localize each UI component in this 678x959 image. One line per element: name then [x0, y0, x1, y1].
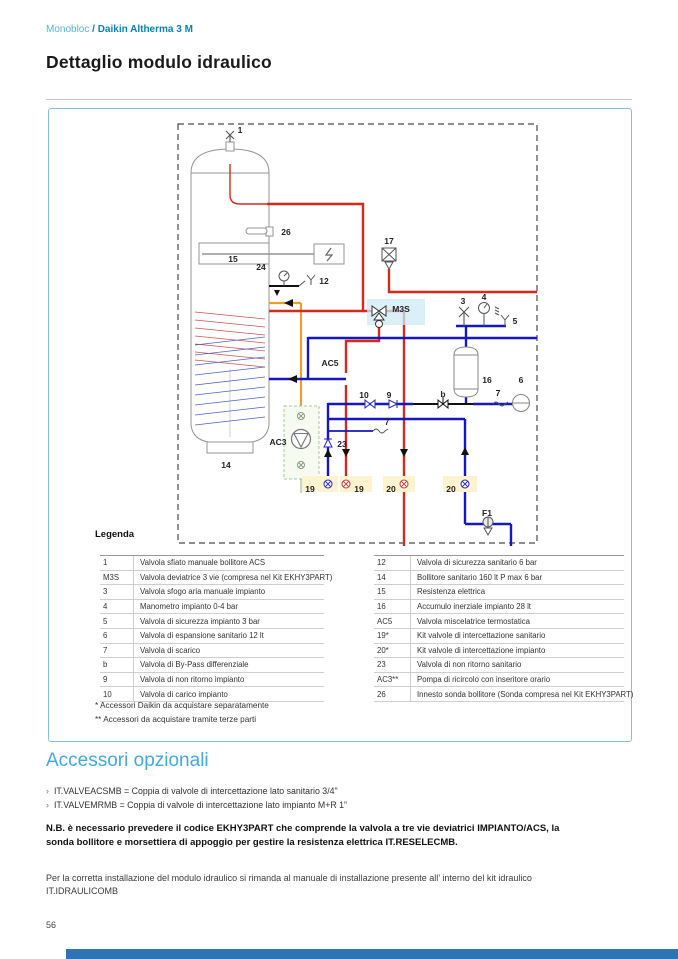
legend-description: Valvola di non ritorno sanitario — [417, 660, 522, 670]
breadcrumb-separator: / — [92, 24, 98, 35]
legend-row — [100, 644, 324, 659]
legend-row — [100, 571, 333, 586]
legend-row — [374, 658, 624, 673]
legend-title: Legenda — [95, 529, 135, 540]
diagram-label: 15 — [228, 254, 238, 264]
legend-code: 3 — [100, 585, 134, 599]
legend-code: 15 — [374, 585, 411, 599]
legend-table-right — [374, 555, 634, 702]
legend-description: Valvola sfogo aria manuale impianto — [140, 587, 266, 597]
legend-row — [374, 585, 624, 600]
legend-row — [100, 585, 324, 600]
legend-table-left — [100, 555, 333, 702]
legend-code: 12 — [374, 556, 411, 570]
legend-row — [374, 600, 624, 615]
legend-row — [100, 556, 324, 571]
legend-description: Kit valvole di intercettazione impianto — [417, 645, 546, 655]
legend-code: 23 — [374, 658, 411, 672]
legend-row — [100, 673, 324, 688]
diagram-label: M3S — [392, 304, 410, 314]
legend-description: Valvola di non ritorno impianto — [140, 675, 245, 685]
legend-description: Valvola deviatrice 3 vie (compresa nel Kit EKHY3PART) — [140, 572, 333, 582]
diagram-label: 7 — [495, 388, 501, 398]
legend-description: Valvola di sicurezza impianto 3 bar — [140, 616, 260, 626]
legend-description: Valvola di scarico — [140, 645, 201, 655]
legend-row — [374, 614, 624, 629]
legend-code: AC3** — [374, 673, 411, 687]
legend-description: Resistenza elettrica — [417, 587, 486, 597]
legend-code: 6 — [100, 629, 134, 643]
breadcrumb-model: Daikin Altherma 3 M — [97, 24, 193, 35]
footnote-daikin: * Accessori Daikin da acquistare separatamente — [95, 701, 269, 710]
legend-row — [374, 629, 624, 644]
diagram-label: 10 — [359, 390, 369, 400]
legend-code: 7 — [100, 644, 134, 658]
accessory-item-text: IT.VALVEACSMB = Coppia di valvole di intercettazione lato sanitario 3/4" — [53, 786, 338, 796]
diagram-label: 3 — [460, 296, 466, 306]
legend-row — [100, 614, 324, 629]
legend-code: M3S — [100, 571, 134, 585]
installation-note: Per la corretta installazione del modulo idraulico si rimanda al manuale di installazione presente all’ interno del kit idraulico IT.IDRAULICOMB — [46, 873, 532, 896]
diagram-label: b — [440, 389, 446, 399]
diagram-label: 20 — [386, 484, 396, 494]
legend-description: Bollitore sanitario 160 lt P max 6 bar — [417, 572, 543, 582]
diagram-label: 5 — [512, 316, 518, 326]
legend-code: b — [100, 658, 134, 672]
legend-description: Pompa di ricircolo con inseritore orario — [417, 675, 551, 685]
figure-frame — [48, 108, 632, 742]
legend-code: 4 — [100, 600, 134, 614]
diagram-label: AC3 — [269, 437, 287, 447]
legend-row — [374, 556, 624, 571]
diagram-label: 20 — [446, 484, 456, 494]
diagram-label: 26 — [281, 227, 291, 237]
legend-code: 14 — [374, 571, 411, 585]
accessory-item-text: IT.VALVEMRMB = Coppia di valvole di intercettazione lato impianto M+R 1” — [53, 800, 347, 810]
diagram-label: 7 — [384, 417, 390, 427]
page-title: Dettaglio modulo idraulico — [46, 52, 272, 72]
diagram-label: 1 — [237, 125, 243, 135]
legend-row — [100, 629, 324, 644]
legend-code: 5 — [100, 614, 134, 628]
title-divider — [46, 99, 632, 100]
legend-row — [100, 600, 324, 615]
diagram-label: 19 — [305, 484, 315, 494]
diagram-label: 6 — [518, 375, 524, 385]
legend-description: Accumulo inerziale impianto 28 lt — [417, 602, 531, 612]
diagram-label: 19 — [354, 484, 364, 494]
legend-description: Valvola di carico impianto — [140, 689, 228, 699]
diagram-label: 14 — [221, 460, 231, 470]
accessory-item — [46, 786, 338, 796]
accessories-heading: Accessori opzionali — [46, 750, 209, 771]
diagram-label: 9 — [386, 390, 392, 400]
accessory-item — [46, 800, 347, 810]
legend-row — [374, 687, 634, 702]
legend-description: Valvola di By-Pass differenziale — [140, 660, 249, 670]
legend-description: Valvola di sicurezza sanitario 6 bar — [417, 558, 537, 568]
legend-code: 20* — [374, 644, 411, 658]
diagram-label: AC5 — [321, 358, 339, 368]
legend-code: AC5 — [374, 614, 411, 628]
legend-code: 19* — [374, 629, 411, 643]
bullet-icon: › — [46, 800, 49, 810]
legend-row — [374, 673, 624, 688]
legend-code: 10 — [100, 687, 134, 701]
legend-description: Kit valvole di intercettazione sanitario — [417, 631, 546, 641]
diagram-label: 17 — [384, 236, 394, 246]
legend-row — [374, 571, 624, 586]
breadcrumb-section: Monobloc — [46, 24, 93, 35]
legend-description: Valvola sfiato manuale bollitore ACS — [140, 558, 266, 568]
footer-bar — [66, 949, 678, 959]
legend-description: Valvola di espansione sanitario 12 lt — [140, 631, 264, 641]
legend-code: 26 — [374, 687, 411, 701]
legend-description: Valvola miscelatrice termostatica — [417, 616, 530, 626]
diagram-label: 16 — [482, 375, 492, 385]
diagram-label: 12 — [319, 276, 329, 286]
diagram-label: 24 — [256, 262, 266, 272]
legend-code: 16 — [374, 600, 411, 614]
legend-row — [374, 644, 624, 659]
breadcrumb — [46, 24, 193, 35]
footnote-third-party: ** Accessori da acquistare tramite terze parti — [95, 715, 257, 724]
diagram-label: F1 — [482, 508, 492, 518]
diagram-label: 4 — [481, 292, 487, 302]
legend-row — [100, 658, 324, 673]
important-note: N.B. è necessario prevedere il codice EKHY3PART che comprende la valvola a tre vie deviatrici IMPIANTO/ACS, la sonda bollitore e morsettiera di appoggio per gestire la resistenza elettrica IT.RESELECMB. — [46, 823, 560, 848]
legend-description: Manometro impianto 0-4 bar — [140, 602, 238, 612]
bullet-icon: › — [46, 786, 49, 796]
legend-description: Innesto sonda bollitore (Sonda compresa nel Kit EKHY3PART) — [417, 689, 634, 699]
legend-code: 9 — [100, 673, 134, 687]
page-number: 56 — [46, 920, 57, 930]
legend-code: 1 — [100, 556, 134, 570]
diagram-label: 23 — [337, 439, 347, 449]
legend-row — [100, 687, 324, 702]
